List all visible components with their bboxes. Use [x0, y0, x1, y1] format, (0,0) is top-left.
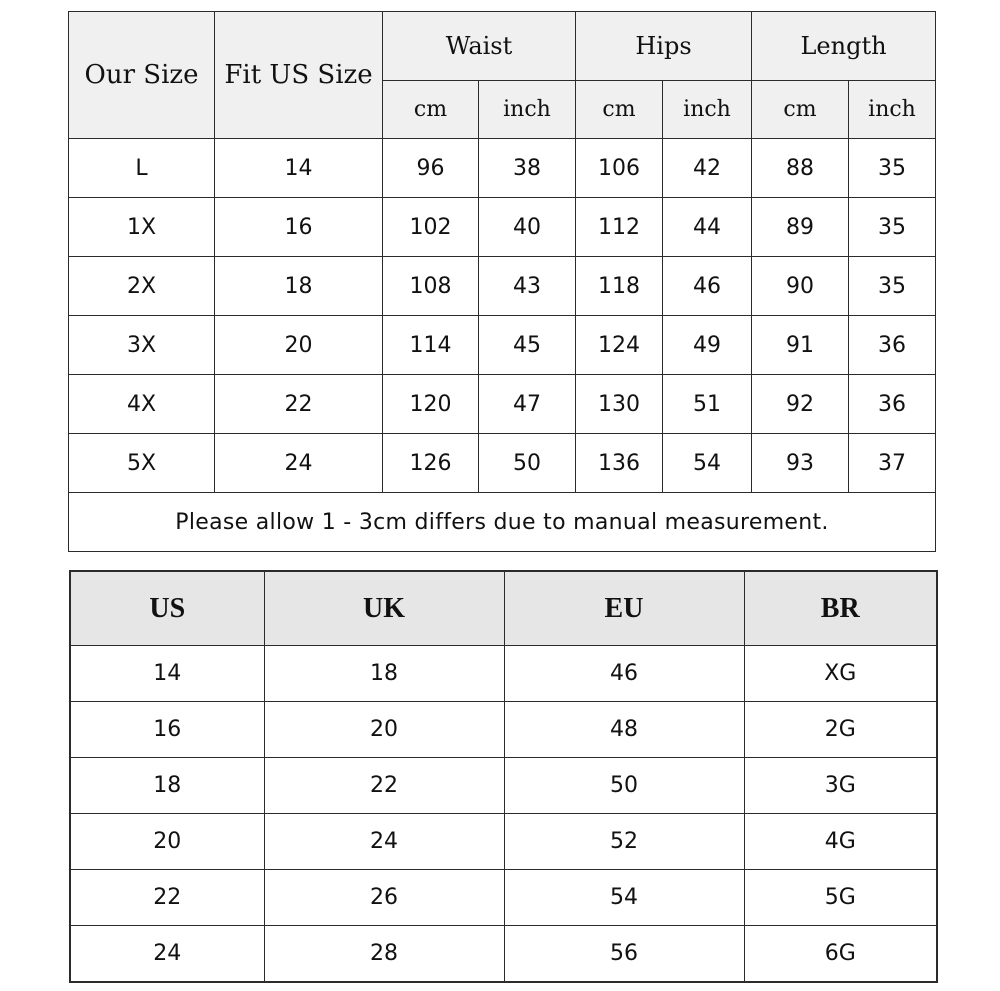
size-chart-table [68, 11, 936, 552]
table-cell: 54 [504, 870, 744, 926]
table-cell: 2G [744, 702, 937, 758]
table-cell: 18 [70, 758, 264, 814]
table-cell: 24 [264, 814, 504, 870]
table-cell: 24 [215, 434, 383, 493]
table-cell: 28 [264, 926, 504, 983]
table-cell: 51 [663, 375, 752, 434]
unit-hips-inch: inch [663, 81, 752, 139]
table-cell: 124 [576, 316, 663, 375]
table-cell: 16 [215, 198, 383, 257]
table-cell: 35 [849, 198, 936, 257]
table-cell: 90 [752, 257, 849, 316]
header-br: BR [744, 571, 937, 646]
unit-hips-cm: cm [576, 81, 663, 139]
table-cell: 44 [663, 198, 752, 257]
unit-length-cm: cm [752, 81, 849, 139]
table-cell: 40 [479, 198, 576, 257]
header-us: US [70, 571, 264, 646]
table-cell: 88 [752, 139, 849, 198]
table-cell: 35 [849, 139, 936, 198]
table-row [70, 646, 937, 702]
table-row [70, 926, 937, 983]
table-cell: 108 [383, 257, 479, 316]
table-cell: 126 [383, 434, 479, 493]
measurement-note: Please allow 1 - 3cm differs due to manual measurement. [69, 493, 936, 552]
table-cell: 50 [479, 434, 576, 493]
table-row [70, 758, 937, 814]
table-cell: 120 [383, 375, 479, 434]
table-row [69, 257, 936, 316]
table-cell: 118 [576, 257, 663, 316]
table-cell: 102 [383, 198, 479, 257]
table-cell: 18 [264, 646, 504, 702]
header-waist: Waist [383, 12, 576, 81]
header-eu: EU [504, 571, 744, 646]
unit-waist-inch: inch [479, 81, 576, 139]
table-cell: 96 [383, 139, 479, 198]
table-row [69, 198, 936, 257]
header-length: Length [752, 12, 936, 81]
table-cell: 106 [576, 139, 663, 198]
table-cell: 91 [752, 316, 849, 375]
table-cell: 92 [752, 375, 849, 434]
table-cell: 4G [744, 814, 937, 870]
unit-waist-cm: cm [383, 81, 479, 139]
table-cell: 3X [69, 316, 215, 375]
table-row [69, 139, 936, 198]
table-cell: 37 [849, 434, 936, 493]
table-cell: 114 [383, 316, 479, 375]
table-cell: 43 [479, 257, 576, 316]
table-cell: 3G [744, 758, 937, 814]
table-cell: 45 [479, 316, 576, 375]
header-fit-us-size: Fit US Size [215, 12, 383, 139]
unit-length-inch: inch [849, 81, 936, 139]
table-cell: 35 [849, 257, 936, 316]
table-cell: 22 [215, 375, 383, 434]
table-cell: 48 [504, 702, 744, 758]
table-cell: 24 [70, 926, 264, 983]
header-our-size: Our Size [69, 12, 215, 139]
table-cell: 54 [663, 434, 752, 493]
table-cell: 6G [744, 926, 937, 983]
table-row [69, 375, 936, 434]
table-cell: 20 [70, 814, 264, 870]
table-cell: 16 [70, 702, 264, 758]
table-row [70, 870, 937, 926]
table-cell: 36 [849, 375, 936, 434]
table-cell: XG [744, 646, 937, 702]
size-conversion-table [69, 570, 938, 983]
table-cell: 22 [70, 870, 264, 926]
table-cell: L [69, 139, 215, 198]
table-cell: 26 [264, 870, 504, 926]
table-row [70, 814, 937, 870]
table-cell: 20 [215, 316, 383, 375]
table-cell: 93 [752, 434, 849, 493]
table-cell: 112 [576, 198, 663, 257]
table-cell: 36 [849, 316, 936, 375]
table-cell: 38 [479, 139, 576, 198]
table-cell: 2X [69, 257, 215, 316]
table-row [70, 702, 937, 758]
table-cell: 52 [504, 814, 744, 870]
table-cell: 89 [752, 198, 849, 257]
table-cell: 50 [504, 758, 744, 814]
table-cell: 14 [215, 139, 383, 198]
table-cell: 56 [504, 926, 744, 983]
table-cell: 5G [744, 870, 937, 926]
table-row [69, 316, 936, 375]
table-cell: 46 [663, 257, 752, 316]
table-cell: 18 [215, 257, 383, 316]
table-cell: 49 [663, 316, 752, 375]
table-cell: 14 [70, 646, 264, 702]
header-hips: Hips [576, 12, 752, 81]
table-cell: 22 [264, 758, 504, 814]
table-cell: 46 [504, 646, 744, 702]
table-cell: 130 [576, 375, 663, 434]
header-uk: UK [264, 571, 504, 646]
table-cell: 5X [69, 434, 215, 493]
table-cell: 136 [576, 434, 663, 493]
table-cell: 42 [663, 139, 752, 198]
table-row [69, 434, 936, 493]
table-cell: 4X [69, 375, 215, 434]
table-cell: 47 [479, 375, 576, 434]
table-cell: 1X [69, 198, 215, 257]
table-cell: 20 [264, 702, 504, 758]
